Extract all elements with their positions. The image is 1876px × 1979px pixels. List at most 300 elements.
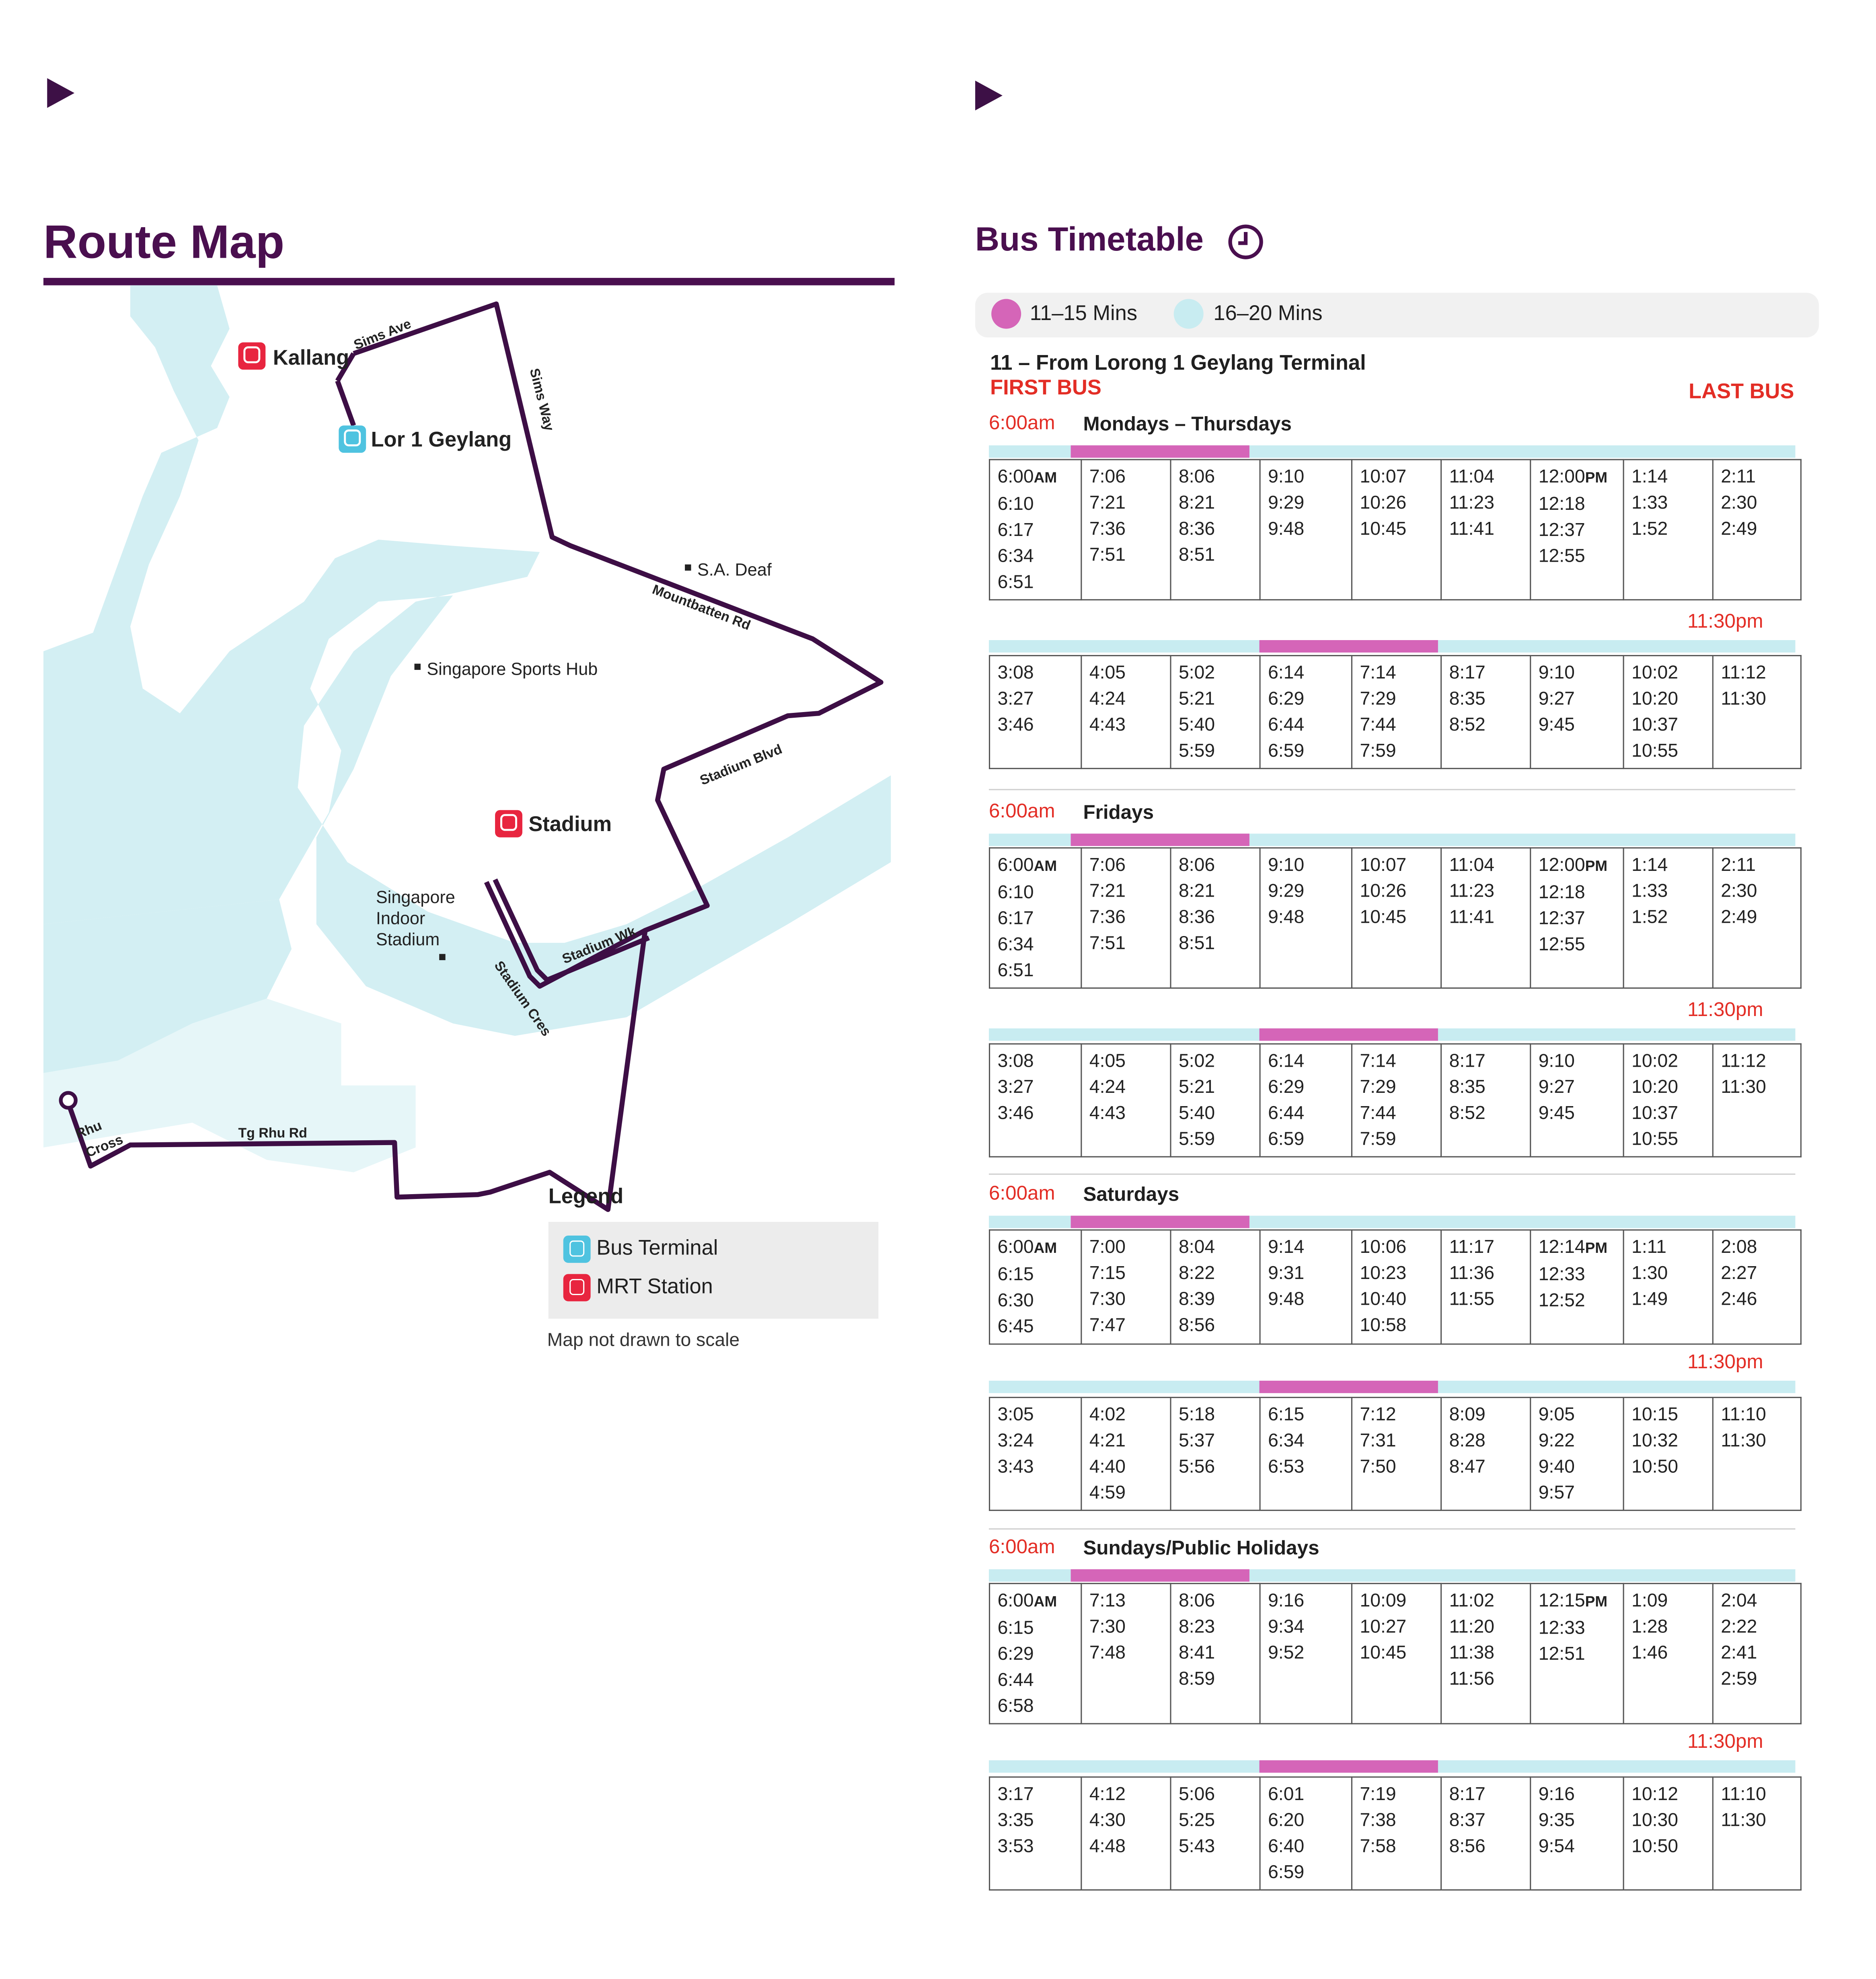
departure-time: 11:04 — [1449, 854, 1495, 876]
departure-time: 6:00AM — [997, 1237, 1057, 1258]
meridiem-marker: AM — [1034, 1593, 1057, 1610]
departure-time: 8:21 — [1179, 492, 1215, 514]
legend-mrt-station — [563, 1274, 713, 1302]
departure-time: 3:08 — [997, 1051, 1034, 1072]
kallang-label: Kallang — [273, 346, 349, 370]
departure-time: 9:40 — [1538, 1456, 1575, 1478]
page-marker-arrow-right-icon — [975, 81, 1003, 111]
departure-time: 10:12 — [1631, 1784, 1679, 1805]
departure-time: 2:30 — [1721, 492, 1757, 514]
route-map-title: Route Map — [43, 217, 285, 269]
departure-time: 10:02 — [1631, 662, 1679, 684]
departure-time: 2:59 — [1721, 1668, 1757, 1690]
departure-cell — [1260, 1230, 1352, 1344]
departure-time: 7:36 — [1089, 907, 1126, 928]
pm-departures-table — [989, 1043, 1802, 1158]
departure-time: 3:27 — [997, 1077, 1034, 1098]
departure-time: 5:59 — [1179, 1129, 1215, 1150]
departure-time: 11:56 — [1449, 1668, 1495, 1690]
departure-cell — [1171, 656, 1260, 769]
departure-time: 6:45 — [997, 1316, 1034, 1337]
departure-time: 2:49 — [1721, 907, 1757, 928]
frequency-band-am — [989, 1216, 1795, 1228]
service-day-name: Fridays — [1083, 803, 1154, 824]
departure-time: 12:18 — [1538, 882, 1585, 903]
departure-time: 9:57 — [1538, 1482, 1575, 1504]
departure-cell — [1352, 1398, 1441, 1511]
meridiem-marker: PM — [1585, 469, 1608, 487]
departure-cell — [1623, 1230, 1713, 1344]
departure-time: 3:43 — [997, 1456, 1034, 1478]
departure-time: 11:10 — [1721, 1784, 1766, 1805]
frequency-band-pm — [989, 640, 1795, 653]
departure-cell — [1081, 460, 1171, 600]
departure-time: 9:14 — [1268, 1237, 1305, 1258]
departure-cell — [1171, 1230, 1260, 1344]
departure-time: 2:04 — [1721, 1590, 1757, 1612]
departure-time: 5:18 — [1179, 1404, 1215, 1426]
departure-cell — [1081, 1398, 1171, 1511]
first-bus-time: 6:00am — [988, 1537, 1055, 1558]
departure-time: 9:10 — [1268, 466, 1305, 488]
first-bus-label: FIRST BUS — [990, 376, 1101, 400]
departure-time: 9:48 — [1268, 518, 1305, 540]
departure-time: 6:29 — [1268, 1077, 1305, 1098]
departure-time: 6:58 — [997, 1696, 1034, 1717]
departure-time: 6:14 — [1268, 662, 1305, 684]
departure-time: 1:52 — [1631, 518, 1668, 540]
page-marker-arrow-left-icon — [47, 78, 74, 108]
departure-time: 8:36 — [1179, 518, 1215, 540]
departure-cell — [1260, 1398, 1352, 1511]
departure-time: 8:06 — [1179, 466, 1215, 488]
legend-bus-terminal-label: Bus Terminal — [596, 1236, 718, 1260]
frequency-band-11-15 — [1071, 1569, 1249, 1582]
departure-time: 10:06 — [1360, 1237, 1407, 1258]
departure-time: 6:51 — [997, 572, 1034, 593]
frequency-band-pm — [989, 1029, 1795, 1041]
departure-time: 8:09 — [1449, 1404, 1486, 1426]
departure-time: 6:40 — [1268, 1836, 1305, 1857]
departure-time: 11:30 — [1721, 688, 1766, 710]
departure-time: 4:43 — [1089, 1102, 1126, 1124]
departure-time: 12:18 — [1538, 493, 1585, 515]
departure-time: 6:20 — [1268, 1810, 1305, 1831]
departure-time: 8:28 — [1449, 1430, 1486, 1451]
departure-time: 5:56 — [1179, 1456, 1215, 1478]
departure-time: 7:14 — [1360, 1051, 1396, 1072]
departure-cell — [1081, 1044, 1171, 1157]
frequency-band-11-15 — [1260, 1760, 1438, 1773]
lor1-geylang-label: Lor 1 Geylang — [371, 428, 512, 452]
departure-time: 2:30 — [1721, 881, 1757, 902]
departure-time: 7:29 — [1360, 688, 1396, 710]
departure-time: 10:30 — [1631, 1810, 1679, 1831]
departure-time: 10:26 — [1360, 881, 1407, 902]
departure-cell — [1260, 460, 1352, 600]
departure-time: 9:05 — [1538, 1404, 1575, 1426]
departure-time: 7:14 — [1360, 662, 1396, 684]
departure-time: 3:24 — [997, 1430, 1034, 1451]
departure-time: 11:41 — [1449, 518, 1495, 540]
departure-time: 10:20 — [1631, 1077, 1679, 1098]
departure-time: 6:17 — [997, 908, 1034, 929]
departure-cell — [1531, 1230, 1623, 1344]
departure-cell — [1531, 1398, 1623, 1511]
sims-ave-label: Sims Ave — [351, 316, 413, 353]
departure-time: 4:21 — [1089, 1430, 1126, 1451]
departure-time: 11:55 — [1449, 1289, 1495, 1310]
legend-bus-terminal — [563, 1236, 718, 1263]
departure-time: 2:08 — [1721, 1237, 1757, 1258]
departure-time: 1:49 — [1631, 1289, 1668, 1310]
timetable-row — [990, 1398, 1801, 1511]
departure-time: 4:24 — [1089, 1077, 1126, 1098]
departure-cell — [1623, 1583, 1713, 1724]
meridiem-marker: PM — [1585, 1239, 1608, 1257]
departure-time: 11:38 — [1449, 1642, 1495, 1664]
departure-time: 10:55 — [1631, 1129, 1679, 1150]
departure-cell — [1171, 1777, 1260, 1890]
departure-time: 9:48 — [1268, 907, 1305, 928]
indoor-stadium-label-3: Stadium — [376, 930, 440, 949]
departure-time: 9:35 — [1538, 1810, 1575, 1831]
departure-time: 1:33 — [1631, 881, 1668, 902]
departure-time: 1:52 — [1631, 907, 1668, 928]
departure-time: 1:33 — [1631, 492, 1668, 514]
frequency-band-11-15 — [1071, 1216, 1249, 1228]
departure-time: 12:33 — [1538, 1618, 1585, 1639]
departure-cell — [1081, 848, 1171, 988]
departure-time: 9:48 — [1268, 1289, 1305, 1310]
frequency-band-11-15 — [1260, 1381, 1438, 1393]
departure-cell — [1713, 460, 1801, 600]
departure-time: 7:44 — [1360, 1102, 1396, 1124]
departure-time: 7:30 — [1089, 1616, 1126, 1638]
frequency-band-am — [989, 833, 1795, 846]
departure-time: 12:00PM — [1538, 854, 1608, 876]
departure-time: 11:23 — [1449, 881, 1495, 902]
timetable-row — [990, 1583, 1801, 1724]
bus-timetable-title: Bus Timetable — [975, 221, 1204, 258]
departure-time: 7:00 — [1089, 1237, 1126, 1258]
am-departures-table — [989, 847, 1802, 989]
departure-time: 4:05 — [1089, 1051, 1126, 1072]
departure-time: 10:09 — [1360, 1590, 1407, 1612]
mrt-station-icon — [563, 1274, 591, 1302]
legend-mrt-station-label: MRT Station — [596, 1275, 713, 1298]
departure-time: 9:31 — [1268, 1263, 1305, 1284]
departure-cell — [1623, 1777, 1713, 1890]
departure-time: 8:17 — [1449, 1784, 1486, 1805]
departure-cell — [1171, 1044, 1260, 1157]
departure-time: 8:39 — [1179, 1289, 1215, 1310]
last-bus-time: 11:30pm — [1687, 612, 1763, 633]
departure-time: 7:59 — [1360, 740, 1396, 762]
departure-cell — [1171, 1583, 1260, 1724]
departure-time: 2:49 — [1721, 518, 1757, 540]
departure-time: 7:36 — [1089, 518, 1126, 540]
departure-time: 10:37 — [1631, 1102, 1679, 1124]
departure-cell — [1081, 1777, 1171, 1890]
departure-time: 8:35 — [1449, 688, 1486, 710]
departure-time: 2:22 — [1721, 1616, 1757, 1638]
timetable-row — [990, 848, 1801, 988]
sims-way-label: Sims Way — [526, 367, 557, 433]
departure-cell — [1623, 460, 1713, 600]
departure-time: 8:22 — [1179, 1263, 1215, 1284]
pm-departures-table — [989, 655, 1802, 769]
departure-cell — [1531, 848, 1623, 988]
departure-cell — [1531, 1583, 1623, 1724]
departure-time: 6:14 — [1268, 1051, 1305, 1072]
am-departures-table — [989, 1230, 1802, 1345]
departure-time: 12:15PM — [1538, 1590, 1608, 1612]
departure-time: 3:17 — [997, 1784, 1034, 1805]
departure-time: 11:30 — [1721, 1810, 1766, 1831]
departure-cell — [1713, 1230, 1801, 1344]
departure-time: 6:44 — [997, 1669, 1034, 1691]
departure-time: 5:02 — [1179, 1051, 1215, 1072]
departure-cell — [1441, 460, 1531, 600]
timetable-row — [990, 1777, 1801, 1890]
departure-time: 9:10 — [1538, 1051, 1575, 1072]
departure-cell — [990, 1583, 1081, 1724]
section-divider — [989, 1528, 1795, 1529]
departure-time: 8:35 — [1449, 1077, 1486, 1098]
kallang-mrt-icon — [238, 343, 265, 370]
departure-cell — [1352, 1044, 1441, 1157]
frequency-band-pm — [989, 1381, 1795, 1393]
departure-time: 8:21 — [1179, 881, 1215, 902]
service-day-name: Sundays/Public Holidays — [1083, 1538, 1319, 1560]
departure-time: 12:55 — [1538, 934, 1585, 955]
departure-cell — [1531, 656, 1623, 769]
departure-time: 6:59 — [1268, 1129, 1305, 1150]
departure-cell — [1713, 848, 1801, 988]
departure-time: 2:11 — [1721, 854, 1756, 876]
departure-cell — [1081, 1583, 1171, 1724]
departure-time: 7:29 — [1360, 1077, 1396, 1098]
departure-time: 12:14PM — [1538, 1237, 1608, 1258]
departure-time: 4:48 — [1089, 1836, 1126, 1857]
departure-time: 3:08 — [997, 662, 1034, 684]
indoor-stadium-label-1: Singapore — [376, 888, 455, 907]
departure-time: 11:20 — [1449, 1616, 1495, 1638]
departure-time: 6:34 — [1268, 1430, 1305, 1451]
mountbatten-rd-label: Mountbatten Rd — [650, 581, 753, 633]
departure-time: 6:51 — [997, 960, 1034, 981]
departure-time: 3:27 — [997, 688, 1034, 710]
departure-time: 9:16 — [1538, 1784, 1575, 1805]
departure-cell — [990, 848, 1081, 988]
departure-time: 1:14 — [1631, 854, 1668, 876]
stadium-cres-label: Stadium Cres — [491, 958, 554, 1039]
timetable-row — [990, 1044, 1801, 1157]
departure-cell — [1623, 848, 1713, 988]
departure-time: 10:15 — [1631, 1404, 1679, 1426]
departure-time: 7:31 — [1360, 1430, 1396, 1451]
departure-time: 10:45 — [1360, 1642, 1407, 1664]
departure-time: 11:41 — [1449, 907, 1495, 928]
rhu-cross-label-1: Rhu — [74, 1117, 104, 1142]
departure-time: 7:21 — [1089, 492, 1126, 514]
departure-time: 1:11 — [1631, 1237, 1666, 1258]
meridiem-marker: AM — [1034, 857, 1057, 875]
departure-time: 9:10 — [1538, 662, 1575, 684]
timetable-row — [990, 656, 1801, 769]
departure-time: 8:17 — [1449, 1051, 1486, 1072]
departure-time: 7:19 — [1360, 1784, 1396, 1805]
section-divider — [989, 1174, 1795, 1175]
departure-cell — [1352, 1777, 1441, 1890]
departure-time: 7:50 — [1360, 1456, 1396, 1478]
departure-cell — [1260, 1583, 1352, 1724]
pm-departures-table — [989, 1397, 1802, 1511]
departure-time: 9:29 — [1268, 881, 1305, 902]
departure-time: 8:56 — [1449, 1836, 1486, 1857]
legend-title: Legend — [548, 1185, 624, 1209]
route-heading: 11 – From Lorong 1 Geylang Terminal — [990, 351, 1366, 375]
departure-cell — [1441, 848, 1531, 988]
departure-time: 8:04 — [1179, 1237, 1215, 1258]
departure-time: 7:51 — [1089, 933, 1126, 954]
departure-time: 6:01 — [1268, 1784, 1305, 1805]
departure-cell — [1441, 1044, 1531, 1157]
clock-icon — [1226, 222, 1266, 262]
indoor-stadium-dot — [439, 954, 445, 960]
departure-time: 7:30 — [1089, 1289, 1126, 1310]
departure-time: 10:20 — [1631, 688, 1679, 710]
departure-time: 8:06 — [1179, 1590, 1215, 1612]
departure-time: 5:21 — [1179, 1077, 1215, 1098]
departure-cell — [1531, 460, 1623, 600]
departure-time: 10:50 — [1631, 1456, 1679, 1478]
departure-time: 5:25 — [1179, 1810, 1215, 1831]
departure-time: 8:37 — [1449, 1810, 1486, 1831]
departure-time: 4:05 — [1089, 662, 1126, 684]
departure-cell — [1713, 1583, 1801, 1724]
departure-time: 9:10 — [1268, 854, 1305, 876]
last-bus-time: 11:30pm — [1687, 1732, 1763, 1753]
timetable-row — [990, 1230, 1801, 1344]
departure-time: 8:51 — [1179, 933, 1215, 954]
last-bus-label: LAST BUS — [1689, 380, 1794, 403]
departure-time: 11:30 — [1721, 1430, 1766, 1451]
departure-time: 1:28 — [1631, 1616, 1668, 1638]
stadium-blvd-label: Stadium Blvd — [698, 741, 785, 788]
departure-time: 8:59 — [1179, 1668, 1215, 1690]
departure-time: 10:02 — [1631, 1051, 1679, 1072]
departure-cell — [1260, 656, 1352, 769]
meridiem-marker: AM — [1034, 469, 1057, 487]
sports-hub-dot — [414, 664, 420, 670]
departure-time: 8:17 — [1449, 662, 1486, 684]
departure-time: 5:59 — [1179, 740, 1215, 762]
departure-time: 12:33 — [1538, 1264, 1585, 1285]
departure-time: 10:58 — [1360, 1315, 1407, 1336]
departure-time: 3:53 — [997, 1836, 1034, 1857]
departure-time: 11:30 — [1721, 1077, 1766, 1098]
departure-time: 7:38 — [1360, 1810, 1396, 1831]
tg-rhu-rd-label: Tg Rhu Rd — [238, 1125, 307, 1141]
departure-time: 3:46 — [997, 714, 1034, 736]
departure-time: 6:29 — [1268, 688, 1305, 710]
frequency-band-am — [989, 445, 1795, 458]
departure-time: 11:12 — [1721, 662, 1766, 684]
departure-cell — [1171, 1398, 1260, 1511]
meridiem-marker: AM — [1034, 1239, 1057, 1257]
departure-time: 1:30 — [1631, 1263, 1668, 1284]
am-departures-table — [989, 1583, 1802, 1724]
departure-cell — [1352, 848, 1441, 988]
departure-time: 5:40 — [1179, 714, 1215, 736]
departure-time: 5:37 — [1179, 1430, 1215, 1451]
departure-time: 10:55 — [1631, 740, 1679, 762]
departure-cell — [990, 1044, 1081, 1157]
departure-time: 1:09 — [1631, 1590, 1668, 1612]
departure-cell — [1171, 460, 1260, 600]
departure-cell — [1352, 1583, 1441, 1724]
departure-time: 7:13 — [1089, 1590, 1126, 1612]
key-16-20-label: 16–20 Mins — [1213, 301, 1323, 325]
departure-time: 6:34 — [997, 934, 1034, 955]
service-day-name: Mondays – Thursdays — [1083, 414, 1292, 435]
frequency-band-am — [989, 1569, 1795, 1582]
departure-cell — [1713, 656, 1801, 769]
departure-time: 11:02 — [1449, 1590, 1495, 1612]
departure-cell — [1081, 1230, 1171, 1344]
departure-time: 11:17 — [1449, 1237, 1495, 1258]
departure-time: 10:45 — [1360, 907, 1407, 928]
departure-time: 6:30 — [997, 1290, 1034, 1312]
departure-cell — [1260, 1777, 1352, 1890]
departure-cell — [1623, 1044, 1713, 1157]
departure-time: 7:59 — [1360, 1129, 1396, 1150]
key-11-15-dot — [991, 299, 1021, 329]
departure-time: 4:40 — [1089, 1456, 1126, 1478]
departure-cell — [1441, 1230, 1531, 1344]
departure-time: 10:45 — [1360, 518, 1407, 540]
route-terminus-marker — [61, 1093, 76, 1108]
departure-time: 11:12 — [1721, 1051, 1766, 1072]
departure-cell — [1081, 656, 1171, 769]
departure-time: 3:05 — [997, 1404, 1034, 1426]
departure-time: 7:06 — [1089, 854, 1126, 876]
stadium-mrt-icon — [495, 810, 522, 838]
timetable-row — [990, 460, 1801, 600]
departure-time: 12:51 — [1538, 1644, 1585, 1665]
departure-cell — [990, 1777, 1081, 1890]
departure-time: 9:34 — [1268, 1616, 1305, 1638]
departure-cell — [1260, 1044, 1352, 1157]
departure-cell — [990, 1230, 1081, 1344]
departure-cell — [1441, 1777, 1531, 1890]
departure-time: 6:59 — [1268, 740, 1305, 762]
rhu-cross-label-2: Cross — [83, 1131, 125, 1161]
departure-time: 7:12 — [1360, 1404, 1396, 1426]
frequency-band-11-15 — [1071, 445, 1249, 458]
departure-time: 9:27 — [1538, 688, 1575, 710]
meridiem-marker: PM — [1585, 1593, 1608, 1610]
departure-time: 10:26 — [1360, 492, 1407, 514]
departure-time: 9:16 — [1268, 1590, 1305, 1612]
departure-time: 10:27 — [1360, 1616, 1407, 1638]
departure-cell — [990, 460, 1081, 600]
frequency-band-pm — [989, 1760, 1795, 1773]
departure-time: 2:11 — [1721, 466, 1756, 488]
departure-cell — [1531, 1777, 1623, 1890]
